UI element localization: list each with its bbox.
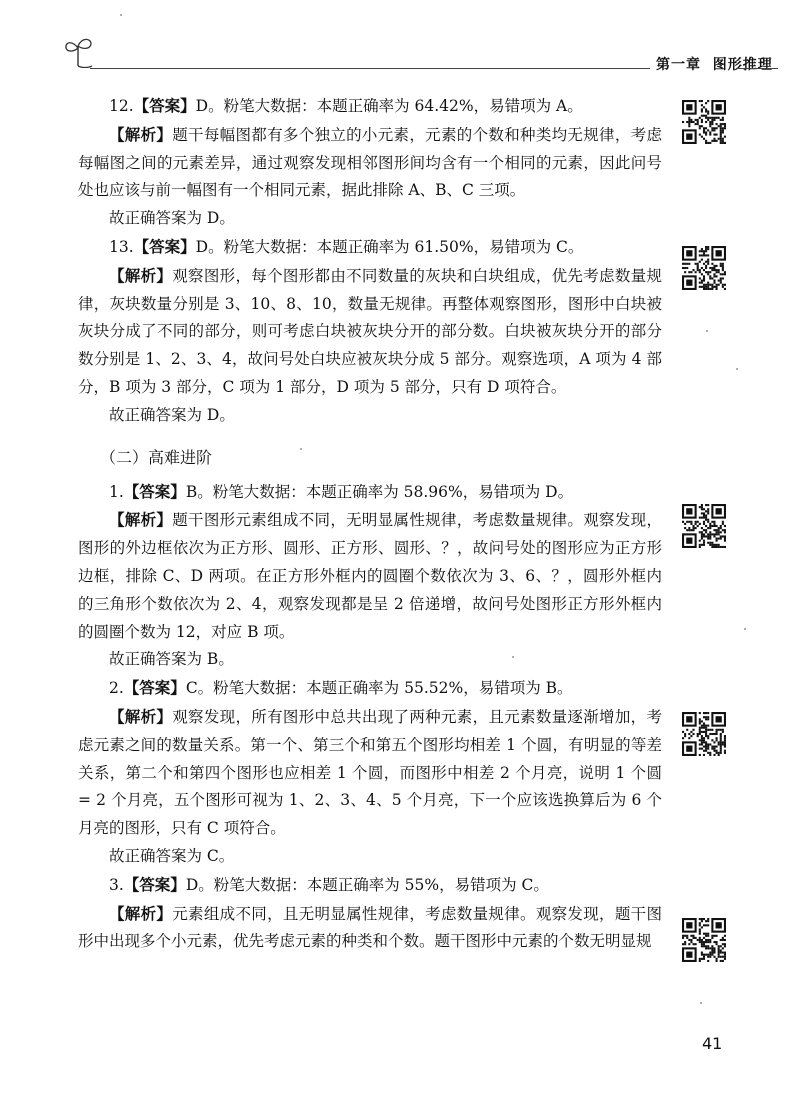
a2-conclusion: 故正确答案为 C。 bbox=[109, 846, 235, 865]
running-header bbox=[62, 30, 778, 74]
section-heading: （二）高难进阶 bbox=[100, 447, 213, 467]
analysis-text: 观察发现，所有图形中总共出现了两种元素，且元素数量逐渐增加，考虑元素之间的数量关系。第一个、第三个和第五个图形均相差 1 个圆，有明显的等差关系，第二个和第四个图形也应相差 1 个圆，而图形中相差 2 个月亮，说明 1 个圆 = 2 个月亮，五个图形可视为 1、2、3、4、5 个月亮，下一个应该选换算后为 6 个月亮的图形，只有 C 项符合。 bbox=[78, 707, 662, 838]
answer-tag: 【答案】 bbox=[123, 874, 186, 894]
question-number: 1. bbox=[109, 482, 124, 501]
header-rule-right bbox=[736, 68, 778, 69]
a1-conclusion: 故正确答案为 B。 bbox=[109, 650, 234, 669]
header-rule bbox=[90, 68, 650, 69]
q12-analysis bbox=[78, 121, 662, 205]
scan-speck bbox=[120, 14, 122, 16]
scan-speck bbox=[706, 330, 708, 332]
answer-text: D。粉笔大数据：本题正确率为 61.50%，易错项为 C。 bbox=[195, 237, 584, 256]
question-number: 2. bbox=[109, 679, 124, 698]
question-number: 12. bbox=[109, 97, 134, 115]
question-number: 3. bbox=[109, 875, 124, 894]
a2-answer bbox=[78, 674, 662, 703]
a3-answer bbox=[78, 871, 662, 900]
page-content bbox=[78, 92, 662, 956]
a1-analysis bbox=[78, 506, 662, 646]
analysis-text: 题干每幅图都有多个独立的小元素，元素的个数和种类均无规律，考虑每幅图之间的元素差异，通过观察发现相邻图形间均含有一个相同的元素，因此问号处也应该与前一幅图有一个相同元素，据此排除 A、B、C 三项。 bbox=[78, 125, 662, 200]
analysis-tag: 【解析】 bbox=[109, 124, 173, 144]
analysis-tag: 【解析】 bbox=[109, 265, 173, 285]
answer-text: D。粉笔大数据：本题正确率为 64.42%，易错项为 A。 bbox=[195, 97, 583, 115]
scan-speck bbox=[736, 368, 738, 370]
qr-code-icon[interactable] bbox=[682, 712, 726, 756]
page-number: 41 bbox=[702, 1034, 723, 1053]
answer-text: C。粉笔大数据：本题正确率为 55.52%，易错项为 B。 bbox=[185, 679, 573, 698]
a3-analysis bbox=[78, 900, 662, 957]
analysis-tag: 【解析】 bbox=[109, 510, 173, 530]
qr-code-icon[interactable] bbox=[682, 100, 726, 144]
answer-text: B。粉笔大数据：本题正确率为 58.96%，易错项为 D。 bbox=[185, 482, 574, 501]
qr-code-icon[interactable] bbox=[682, 918, 726, 962]
scan-speck bbox=[744, 628, 746, 630]
answer-tag: 【答案】 bbox=[133, 96, 196, 115]
qr-code-icon[interactable] bbox=[682, 504, 726, 548]
chapter-title bbox=[656, 54, 773, 74]
q13-answer bbox=[78, 233, 662, 262]
qr-code-icon[interactable] bbox=[682, 246, 726, 290]
q13-analysis bbox=[78, 262, 662, 402]
answer-tag: 【答案】 bbox=[123, 481, 186, 501]
q13-conclusion: 故正确答案为 D。 bbox=[109, 405, 235, 424]
answer-text: D。粉笔大数据：本题正确率为 55%，易错项为 C。 bbox=[185, 875, 549, 894]
scan-speck bbox=[300, 448, 302, 450]
scan-speck bbox=[700, 1002, 702, 1004]
answer-tag: 【答案】 bbox=[133, 236, 196, 256]
sprout-icon bbox=[62, 34, 98, 68]
q12-conclusion: 故正确答案为 D。 bbox=[109, 209, 235, 228]
q12-answer bbox=[78, 92, 662, 121]
a2-analysis bbox=[78, 703, 662, 843]
chapter-name: 图形推理 bbox=[712, 57, 773, 73]
analysis-text: 题干图形元素组成不同，无明显属性规律，考虑数量规律。观察发现，图形的外边框依次为正方形、圆形、正方形、圆形、？，故问号处的图形应为正方形边框，排除 C、D 两项。在正方形外框内的圆圈个数依次为 3、6、？，圆形外框内的三角形个数依次为 2、4，观察发现都是呈 2 倍递增，故问号处图形正方形外框内的圆圈个数为 12，对应 B 项。 bbox=[78, 511, 662, 641]
scan-speck bbox=[512, 656, 514, 658]
question-number: 13. bbox=[109, 237, 134, 256]
analysis-text: 观察图形，每个图形都由不同数量的灰块和白块组成，优先考虑数量规律，灰块数量分别是 3、10、8、10，数量无规律。再整体观察图形，图形中白块被灰块分成了不同的部分，则可考虑白块被灰块分开的部分数。白块被灰块分开的部分数分别是 1、2、3、4，故问号处白块应被灰块分成 5 部分。观察选项，A 项为 4 部分，B 项为 3 部分，C 项为 1 部分，D 项为 5 部分，只有 D 项符合。 bbox=[78, 266, 662, 396]
chapter-number: 第一章 bbox=[656, 57, 701, 73]
a1-answer bbox=[78, 478, 662, 507]
analysis-tag: 【解析】 bbox=[109, 706, 173, 726]
analysis-text: 元素组成不同，且无明显属性规律，考虑数量规律。观察发现，题干图形中出现多个小元素，优先考虑元素的种类和个数。题干图形中元素的个数无明显规 bbox=[78, 904, 662, 951]
analysis-tag: 【解析】 bbox=[109, 903, 173, 923]
answer-tag: 【答案】 bbox=[123, 678, 186, 698]
